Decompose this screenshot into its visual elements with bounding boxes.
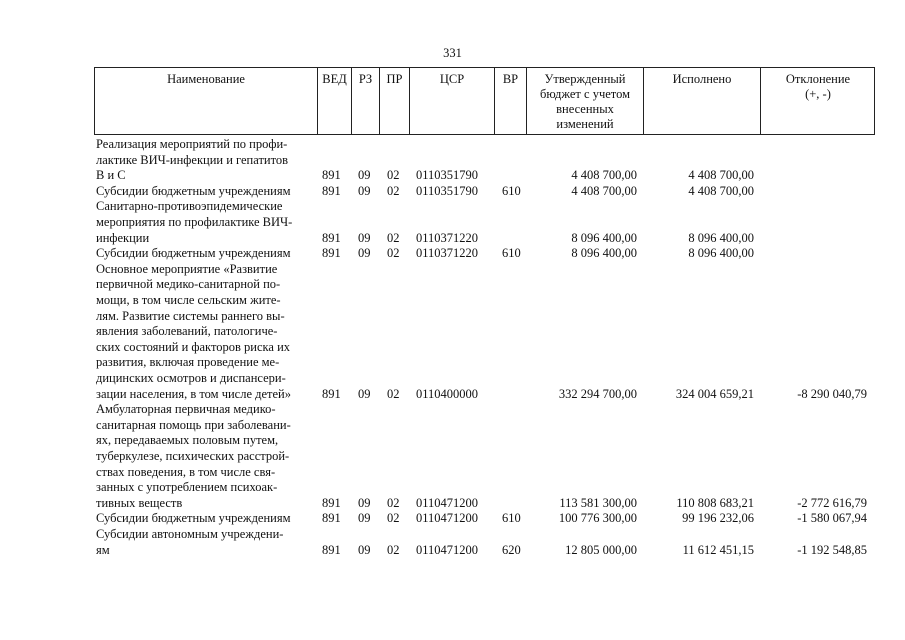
row-approved: 113 581 300,00 (559, 495, 637, 510)
row-pr: 02 (387, 511, 400, 526)
row-csr: 0110471200 (416, 495, 479, 510)
header-csr-label: ЦСР (439, 72, 465, 86)
row-name (96, 199, 321, 246)
row-name (96, 511, 321, 527)
table-row (0, 402, 905, 511)
table-row (0, 184, 905, 200)
row-ved: 891 (322, 511, 341, 526)
header-approved (526, 68, 643, 134)
row-name-line: инфекции (96, 230, 150, 245)
row-rz: 09 (358, 386, 371, 401)
row-name-line: ям (96, 542, 110, 557)
row-deviation: -1 580 067,94 (797, 511, 867, 526)
header-csr (409, 68, 494, 134)
row-ved: 891 (322, 183, 341, 198)
row-csr: 0110400000 (416, 386, 479, 401)
row-ved: 891 (322, 246, 341, 261)
row-approved: 4 408 700,00 (571, 168, 637, 183)
row-name (96, 184, 321, 200)
table-row (0, 199, 905, 246)
row-approved: 4 408 700,00 (571, 183, 637, 198)
row-ved: 891 (322, 542, 341, 557)
row-csr: 0110471200 (416, 542, 479, 557)
header-name (95, 68, 317, 134)
row-name-line: туберкулезе, психических расстрой- (96, 448, 290, 463)
row-name-line: Субсидии бюджетным учреждениям (96, 183, 291, 198)
header-deviation (760, 68, 875, 134)
table-row (0, 511, 905, 527)
row-rz: 09 (358, 511, 371, 526)
row-pr: 02 (387, 246, 400, 261)
row-rz: 09 (358, 495, 371, 510)
row-rz: 09 (358, 168, 371, 183)
row-name-line: занных с употреблением психоак- (96, 480, 278, 495)
header-done-label: Исполнено (672, 72, 732, 86)
row-name-line: тивных веществ (96, 495, 183, 510)
row-pr: 02 (387, 542, 400, 557)
row-ved: 891 (322, 168, 341, 183)
row-name (96, 402, 321, 511)
row-approved: 332 294 700,00 (558, 386, 637, 401)
row-rz: 09 (358, 542, 371, 557)
row-name-line: Санитарно-противоэпидемические (96, 199, 283, 214)
row-pr: 02 (387, 495, 400, 510)
row-vr: 610 (502, 511, 521, 526)
row-pr: 02 (387, 183, 400, 198)
row-name-line: лям. Развитие системы раннего вы- (96, 308, 285, 323)
row-name-line: ских состояний и факторов риска их (96, 339, 291, 354)
row-name-line: санитарная помощь при заболевани- (96, 417, 291, 432)
row-name (96, 527, 321, 558)
table-row (0, 262, 905, 402)
row-pr: 02 (387, 168, 400, 183)
table-header (94, 67, 875, 135)
row-done: 8 096 400,00 (688, 230, 754, 245)
row-name-line: мероприятия по профилактике ВИЧ- (96, 214, 293, 229)
header-pr-label: ПР (386, 72, 403, 86)
row-vr: 610 (502, 183, 521, 198)
header-approved-line: Утвержденный (544, 72, 626, 86)
row-name-line: Субсидии автономным учреждени- (96, 526, 284, 541)
table-body (0, 137, 905, 558)
row-name-line: мощи, в том числе сельским жите- (96, 292, 281, 307)
row-name-line: дицинских осмотров и диспансери- (96, 370, 286, 385)
row-csr: 0110351790 (416, 168, 479, 183)
header-vr (494, 68, 526, 134)
table-row (0, 246, 905, 262)
row-pr: 02 (387, 230, 400, 245)
header-deviation-line: (+, -) (805, 87, 831, 101)
header-approved-line: внесенных (556, 102, 614, 116)
row-name-line: Реализация мероприятий по профи- (96, 137, 288, 151)
row-done: 324 004 659,21 (675, 386, 754, 401)
row-rz: 09 (358, 230, 371, 245)
row-name (96, 137, 321, 184)
header-pr (379, 68, 409, 134)
row-name-line: явления заболеваний, патологиче- (96, 324, 278, 339)
header-vr-label: ВР (502, 72, 519, 86)
row-approved: 12 805 000,00 (565, 542, 637, 557)
row-approved: 8 096 400,00 (571, 246, 637, 261)
row-deviation: -8 290 040,79 (797, 386, 867, 401)
row-name-line: ях, передаваемых половым путем, (96, 433, 279, 448)
header-done (643, 68, 760, 134)
header-approved-line: изменений (556, 117, 614, 131)
row-deviation: -2 772 616,79 (797, 495, 867, 510)
row-done: 4 408 700,00 (688, 183, 754, 198)
row-csr: 0110471200 (416, 511, 479, 526)
row-done: 11 612 451,15 (682, 542, 754, 557)
row-name-line: первичной медико-санитарной по- (96, 277, 281, 292)
row-rz: 09 (358, 246, 371, 261)
header-approved-line: бюджет с учетом (539, 87, 630, 101)
row-ved: 891 (322, 386, 341, 401)
row-name-line: ствах поведения, в том числе свя- (96, 464, 276, 479)
row-name (96, 262, 321, 402)
row-name-line: лактике ВИЧ-инфекции и гепатитов (96, 152, 289, 167)
row-ved: 891 (322, 495, 341, 510)
row-done: 8 096 400,00 (688, 246, 754, 261)
row-approved: 100 776 300,00 (558, 511, 637, 526)
row-name (96, 246, 321, 262)
row-name-line: Амбулаторная первичная медико- (96, 402, 276, 417)
row-csr: 0110371220 (416, 246, 479, 261)
row-done: 110 808 683,21 (676, 495, 754, 510)
row-deviation: -1 192 548,85 (797, 542, 867, 557)
row-csr: 0110371220 (416, 230, 479, 245)
header-ved (317, 68, 351, 134)
row-name-line: развития, включая проведение ме- (96, 355, 280, 370)
header-deviation-line: Отклонение (785, 72, 851, 86)
row-ved: 891 (322, 230, 341, 245)
row-done: 99 196 232,06 (682, 511, 754, 526)
row-name-line: Субсидии бюджетным учреждениям (96, 246, 291, 261)
row-done: 4 408 700,00 (688, 168, 754, 183)
row-pr: 02 (387, 386, 400, 401)
table-row (0, 137, 905, 184)
row-rz: 09 (358, 183, 371, 198)
row-name-line: зации населения, в том числе детей» (96, 386, 291, 401)
row-vr: 610 (502, 246, 521, 261)
page-number: 331 (443, 46, 462, 60)
row-csr: 0110351790 (416, 183, 479, 198)
row-name-line: Субсидии бюджетным учреждениям (96, 511, 291, 526)
row-approved: 8 096 400,00 (571, 230, 637, 245)
row-name-line: В и С (96, 168, 126, 183)
header-rz (351, 68, 379, 134)
header-ved-label: ВЕД (322, 72, 347, 86)
row-vr: 620 (502, 542, 521, 557)
header-rz-label: РЗ (358, 72, 373, 86)
row-name-line: Основное мероприятие «Развитие (96, 261, 278, 276)
table-row (0, 527, 905, 558)
header-name-label: Наименование (167, 72, 245, 86)
